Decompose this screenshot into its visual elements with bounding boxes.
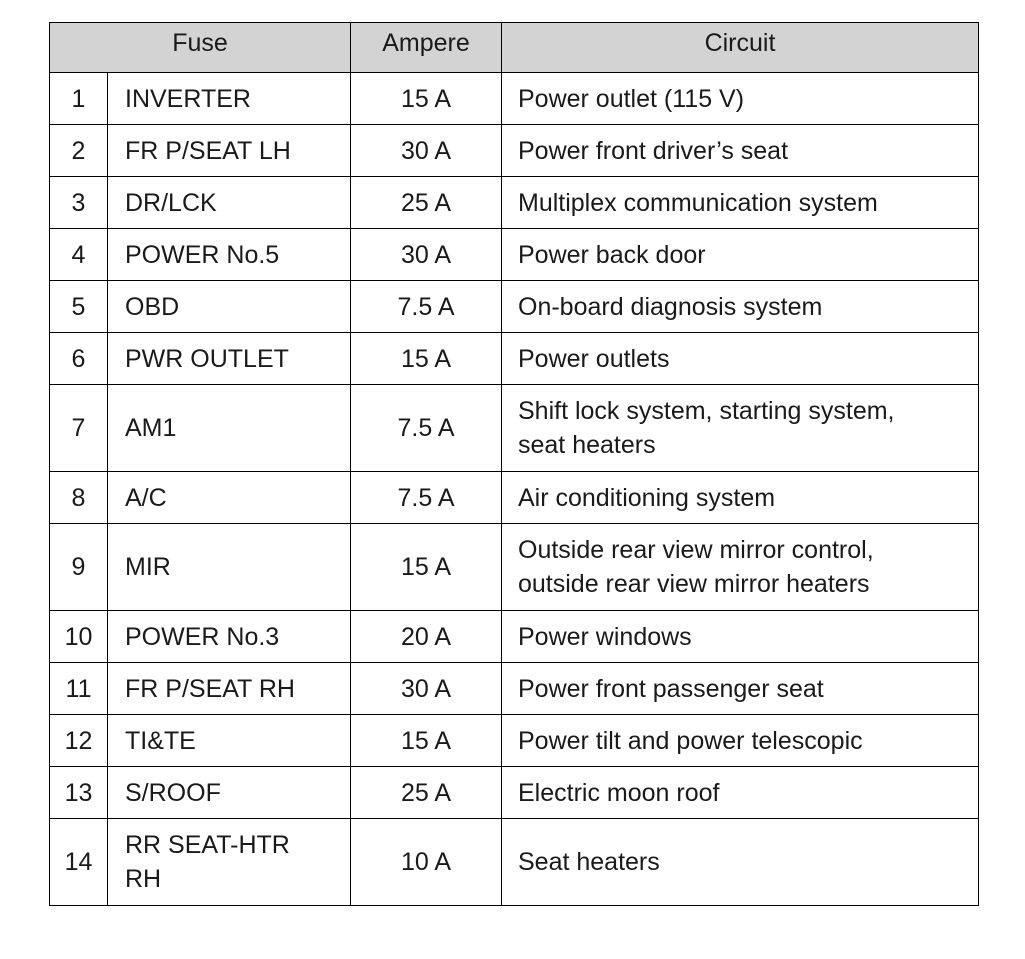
table-row [50, 767, 979, 819]
header-ampere: Ampere [351, 23, 502, 73]
fuse-number: 6 [50, 333, 108, 385]
fuse-circuit: Air conditioning system [502, 472, 979, 524]
fuse-circuit: Power windows [502, 611, 979, 663]
fuse-name: DR/LCK [108, 177, 351, 229]
fuse-ampere: 30 A [351, 663, 502, 715]
table-row [50, 333, 979, 385]
fuse-circuit [502, 524, 979, 611]
fuse-circuit: Power outlet (115 V) [502, 73, 979, 125]
fuse-name-line: RR SEAT-HTR [125, 831, 290, 859]
fuse-name: TI&TE [108, 715, 351, 767]
circuit-line: seat heaters [518, 431, 656, 459]
fuse-name: OBD [108, 281, 351, 333]
fuse-name: A/C [108, 472, 351, 524]
fuse-ampere: 7.5 A [351, 385, 502, 472]
fuse-name-line: RH [125, 865, 162, 893]
fuse-ampere: 30 A [351, 229, 502, 281]
fuse-ampere: 25 A [351, 767, 502, 819]
fuse-name: POWER No.5 [108, 229, 351, 281]
fuse-number: 12 [50, 715, 108, 767]
fuse-name: MIR [108, 524, 351, 611]
fuse-ampere: 25 A [351, 177, 502, 229]
fuse-table [49, 22, 979, 906]
fuse-ampere: 15 A [351, 524, 502, 611]
fuse-ampere: 7.5 A [351, 472, 502, 524]
fuse-number: 8 [50, 472, 108, 524]
fuse-circuit: Multiplex communication system [502, 177, 979, 229]
table-row [50, 611, 979, 663]
fuse-circuit [502, 385, 979, 472]
table-row [50, 663, 979, 715]
fuse-circuit: Electric moon roof [502, 767, 979, 819]
fuse-ampere: 15 A [351, 715, 502, 767]
fuse-ampere: 10 A [351, 819, 502, 906]
fuse-name: FR P/SEAT RH [108, 663, 351, 715]
table-row [50, 125, 979, 177]
circuit-line: Outside rear view mirror control, [518, 536, 874, 564]
circuit-line: Shift lock system, starting system, [518, 397, 895, 425]
header-circuit: Circuit [502, 23, 979, 73]
fuse-ampere: 30 A [351, 125, 502, 177]
fuse-name [108, 819, 351, 906]
fuse-number: 10 [50, 611, 108, 663]
fuse-number: 9 [50, 524, 108, 611]
table-row [50, 229, 979, 281]
table-row [50, 385, 979, 472]
table-row [50, 472, 979, 524]
fuse-name: INVERTER [108, 73, 351, 125]
fuse-circuit: Seat heaters [502, 819, 979, 906]
fuse-ampere: 20 A [351, 611, 502, 663]
fuse-name: PWR OUTLET [108, 333, 351, 385]
fuse-number: 13 [50, 767, 108, 819]
fuse-ampere: 15 A [351, 73, 502, 125]
fuse-number: 5 [50, 281, 108, 333]
table-row [50, 715, 979, 767]
fuse-number: 1 [50, 73, 108, 125]
fuse-number: 3 [50, 177, 108, 229]
fuse-name: FR P/SEAT LH [108, 125, 351, 177]
fuse-ampere: 15 A [351, 333, 502, 385]
fuse-circuit: Power front passenger seat [502, 663, 979, 715]
fuse-circuit: Power back door [502, 229, 979, 281]
table-row [50, 819, 979, 906]
fuse-circuit: Power tilt and power telescopic [502, 715, 979, 767]
fuse-name: AM1 [108, 385, 351, 472]
fuse-number: 2 [50, 125, 108, 177]
table-header-row [50, 23, 979, 73]
fuse-ampere: 7.5 A [351, 281, 502, 333]
header-fuse: Fuse [50, 23, 351, 73]
fuse-name: S/ROOF [108, 767, 351, 819]
fuse-circuit: Power front driver’s seat [502, 125, 979, 177]
fuse-number: 7 [50, 385, 108, 472]
table-row [50, 281, 979, 333]
circuit-line: outside rear view mirror heaters [518, 570, 870, 598]
table-row [50, 177, 979, 229]
fuse-number: 14 [50, 819, 108, 906]
fuse-circuit: On-board diagnosis system [502, 281, 979, 333]
fuse-name: POWER No.3 [108, 611, 351, 663]
fuse-circuit: Power outlets [502, 333, 979, 385]
fuse-number: 4 [50, 229, 108, 281]
table-row [50, 524, 979, 611]
fuse-number: 11 [50, 663, 108, 715]
table-row [50, 73, 979, 125]
